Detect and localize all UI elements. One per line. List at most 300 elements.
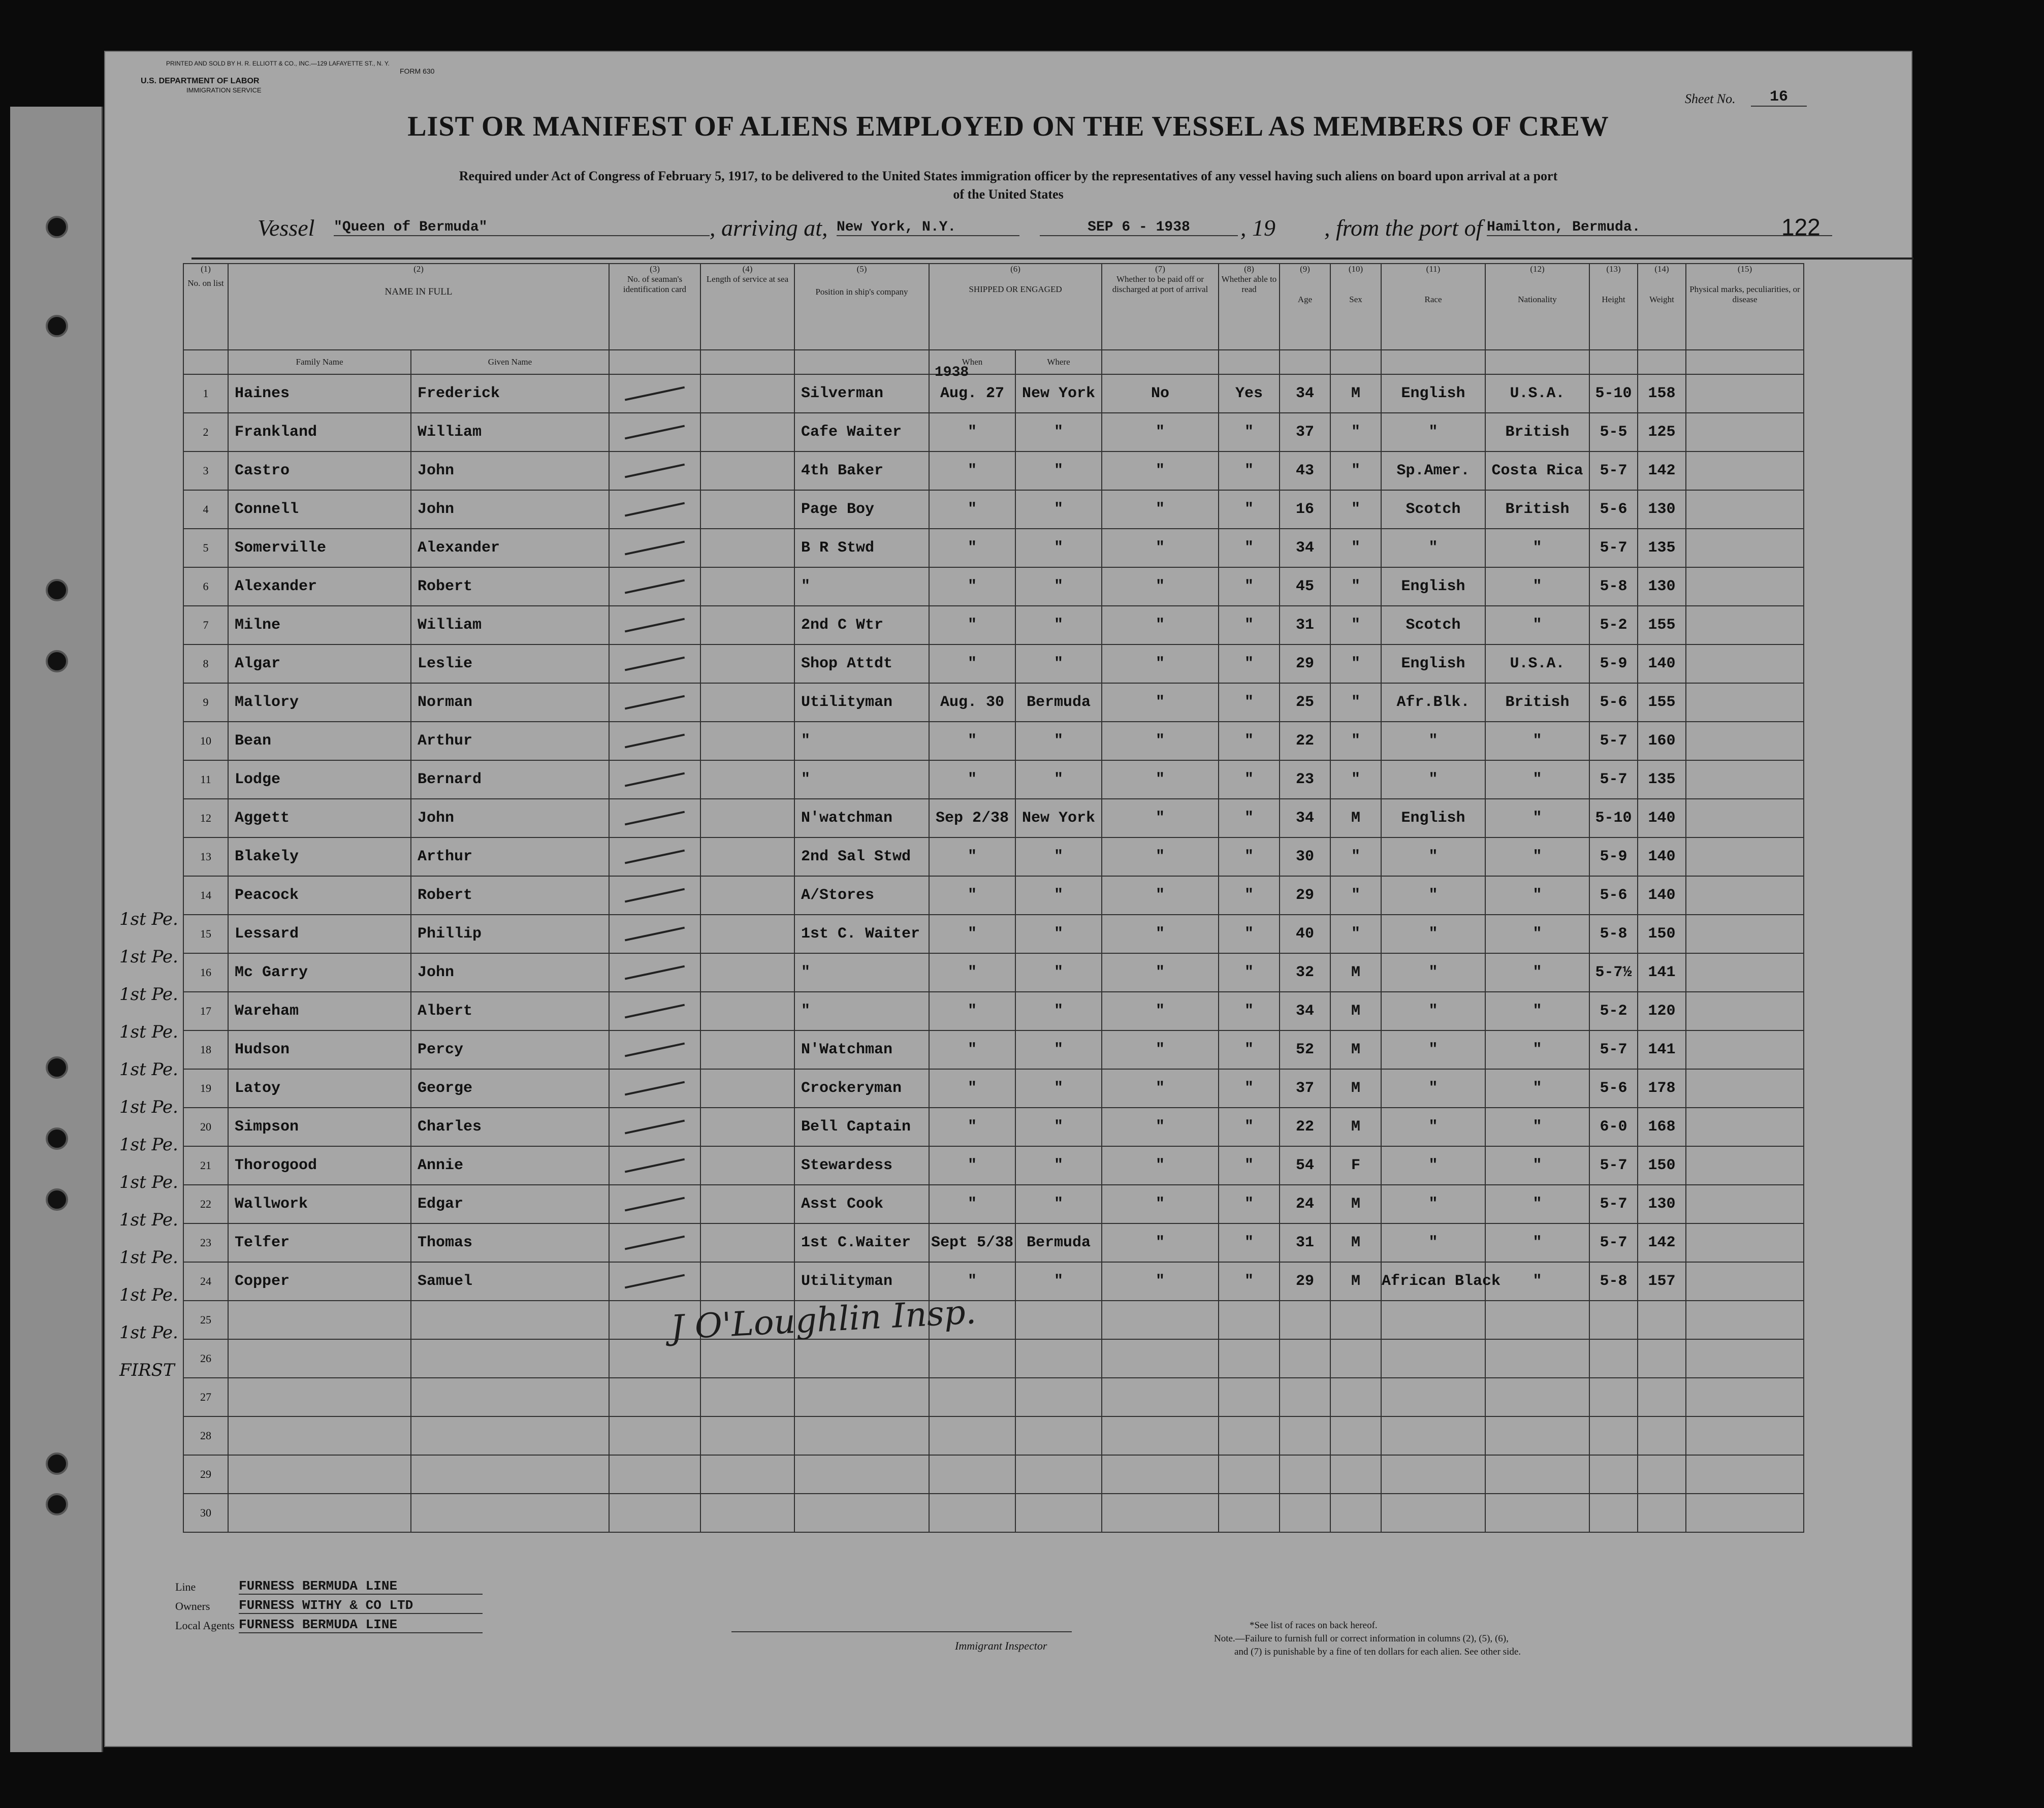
id-card-cell bbox=[609, 1185, 700, 1223]
service-cell bbox=[700, 1262, 794, 1301]
col-read-label: Whether able to read bbox=[1221, 274, 1277, 294]
age: 29 bbox=[1280, 876, 1330, 915]
col-age-label: Age bbox=[1297, 295, 1313, 304]
row-number: 23 bbox=[183, 1223, 228, 1262]
family-name: Castro bbox=[228, 451, 411, 490]
physical-marks bbox=[1686, 992, 1804, 1030]
id-card-cell bbox=[609, 953, 700, 992]
family-name: Lessard bbox=[228, 915, 411, 953]
nationality: British bbox=[1485, 413, 1589, 451]
sub-empty bbox=[794, 350, 929, 374]
shipped-where bbox=[1015, 1339, 1102, 1378]
id-card-cell bbox=[609, 876, 700, 915]
row-number: 15 bbox=[183, 915, 228, 953]
shipped-where: " bbox=[1015, 1030, 1102, 1069]
service-cell bbox=[700, 1069, 794, 1108]
sub-family-name: Family Name bbox=[228, 350, 411, 374]
sex: " bbox=[1330, 722, 1381, 760]
line-label: Line bbox=[175, 1580, 196, 1593]
age bbox=[1280, 1339, 1330, 1378]
sex: M bbox=[1330, 1108, 1381, 1146]
shipped-where: " bbox=[1015, 1146, 1102, 1185]
position: 1st C. Waiter bbox=[794, 915, 929, 953]
position: Cafe Waiter bbox=[794, 413, 929, 451]
physical-marks bbox=[1686, 1030, 1804, 1069]
row-number: 24 bbox=[183, 1262, 228, 1301]
position: " bbox=[794, 992, 929, 1030]
position: Crockeryman bbox=[794, 1069, 929, 1108]
id-card-cell bbox=[609, 606, 700, 644]
height: 5-7 bbox=[1589, 1030, 1638, 1069]
able-to-read: " bbox=[1219, 915, 1280, 953]
id-card-cell bbox=[609, 760, 700, 799]
sex: M bbox=[1330, 953, 1381, 992]
margin-note: 1st Pe. bbox=[119, 1247, 178, 1268]
weight bbox=[1638, 1455, 1686, 1494]
height: 5-6 bbox=[1589, 490, 1638, 529]
height: 5-8 bbox=[1589, 915, 1638, 953]
date-stamp: SEP 6 - 1938 bbox=[1040, 219, 1238, 236]
given-name bbox=[411, 1416, 609, 1455]
nationality: " bbox=[1485, 1108, 1589, 1146]
inspector-signature: J O'Loughlin Insp. bbox=[669, 1292, 977, 1347]
shipped-where: " bbox=[1015, 876, 1102, 915]
id-card-cell bbox=[609, 1455, 700, 1494]
given-name: Norman bbox=[411, 683, 609, 722]
height: 5-9 bbox=[1589, 644, 1638, 683]
sex: M bbox=[1330, 1069, 1381, 1108]
nationality: British bbox=[1485, 490, 1589, 529]
id-card-cell bbox=[609, 451, 700, 490]
nationality bbox=[1485, 1301, 1589, 1339]
nationality: " bbox=[1485, 567, 1589, 606]
from-port: Hamilton, Bermuda. bbox=[1487, 219, 1832, 236]
col-race-label: Race bbox=[1424, 295, 1442, 304]
sub-empty bbox=[609, 350, 700, 374]
col-name-header bbox=[228, 264, 609, 350]
table-row bbox=[183, 837, 1804, 876]
weight: 155 bbox=[1638, 683, 1686, 722]
id-card-check-mark bbox=[625, 386, 685, 401]
col-position-label: Position in ship's company bbox=[815, 287, 908, 297]
age: 40 bbox=[1280, 915, 1330, 953]
height: 5-7½ bbox=[1589, 953, 1638, 992]
header-rule bbox=[191, 257, 1913, 260]
row-number: 16 bbox=[183, 953, 228, 992]
sub-empty bbox=[1638, 350, 1686, 374]
page-number: 122 bbox=[1781, 214, 1821, 240]
height: 5-8 bbox=[1589, 1262, 1638, 1301]
col-weight-number: (14) bbox=[1654, 264, 1669, 274]
service-cell bbox=[700, 606, 794, 644]
age: 32 bbox=[1280, 953, 1330, 992]
id-card-cell bbox=[609, 683, 700, 722]
row-number: 3 bbox=[183, 451, 228, 490]
id-card-check-mark bbox=[625, 1197, 685, 1212]
able-to-read: " bbox=[1219, 992, 1280, 1030]
nationality bbox=[1485, 1494, 1589, 1532]
service-cell bbox=[700, 374, 794, 413]
service-cell bbox=[700, 953, 794, 992]
race bbox=[1381, 1416, 1485, 1455]
table-row bbox=[183, 683, 1804, 722]
given-name: Annie bbox=[411, 1146, 609, 1185]
shipped-when: Sept 5/38 bbox=[929, 1223, 1015, 1262]
id-card-cell bbox=[609, 567, 700, 606]
position: Shop Attdt bbox=[794, 644, 929, 683]
height bbox=[1589, 1378, 1638, 1416]
row-number: 13 bbox=[183, 837, 228, 876]
col-race-number: (11) bbox=[1426, 264, 1441, 274]
binder-hole bbox=[46, 1127, 68, 1150]
weight: 158 bbox=[1638, 374, 1686, 413]
race: English bbox=[1381, 374, 1485, 413]
position: 2nd C Wtr bbox=[794, 606, 929, 644]
shipped-when: " bbox=[929, 451, 1015, 490]
table-row bbox=[183, 606, 1804, 644]
weight: 120 bbox=[1638, 992, 1686, 1030]
physical-marks bbox=[1686, 1301, 1804, 1339]
id-card-check-mark bbox=[625, 1236, 685, 1250]
vessel-name: "Queen of Bermuda" bbox=[334, 219, 710, 236]
family-name: Mc Garry bbox=[228, 953, 411, 992]
id-card-cell bbox=[609, 915, 700, 953]
col-shipped-number: (6) bbox=[1010, 264, 1020, 274]
col-sex-number: (10) bbox=[1348, 264, 1363, 274]
age: 22 bbox=[1280, 722, 1330, 760]
position bbox=[794, 1494, 929, 1532]
table-row bbox=[183, 1339, 1804, 1378]
family-name: Blakely bbox=[228, 837, 411, 876]
position: Utilityman bbox=[794, 683, 929, 722]
race bbox=[1381, 1378, 1485, 1416]
shipped-when: " bbox=[929, 876, 1015, 915]
table-row bbox=[183, 1069, 1804, 1108]
age: 37 bbox=[1280, 1069, 1330, 1108]
paid-off: " bbox=[1102, 1108, 1219, 1146]
id-card-check-mark bbox=[625, 1004, 685, 1019]
nationality: " bbox=[1485, 1030, 1589, 1069]
table-row bbox=[183, 1146, 1804, 1185]
id-card-check-mark bbox=[625, 772, 685, 787]
id-card-check-mark bbox=[625, 1081, 685, 1096]
id-card-check-mark bbox=[625, 888, 685, 903]
shipped-when bbox=[929, 1416, 1015, 1455]
nationality: U.S.A. bbox=[1485, 644, 1589, 683]
sex: " bbox=[1330, 760, 1381, 799]
position: Stewardess bbox=[794, 1146, 929, 1185]
id-card-cell bbox=[609, 1030, 700, 1069]
age: 52 bbox=[1280, 1030, 1330, 1069]
age bbox=[1280, 1494, 1330, 1532]
race: " bbox=[1381, 1108, 1485, 1146]
position: " bbox=[794, 722, 929, 760]
margin-note: 1st Pe. bbox=[119, 1285, 178, 1305]
race: " bbox=[1381, 413, 1485, 451]
margin-note: 1st Pe. bbox=[119, 1135, 178, 1155]
able-to-read bbox=[1219, 1416, 1280, 1455]
nationality: " bbox=[1485, 606, 1589, 644]
age: 22 bbox=[1280, 1108, 1330, 1146]
service-cell bbox=[700, 1030, 794, 1069]
id-card-check-mark bbox=[625, 541, 685, 556]
shipped-where: " bbox=[1015, 837, 1102, 876]
paid-off: " bbox=[1102, 799, 1219, 837]
shipped-when: " bbox=[929, 606, 1015, 644]
col-sex-label: Sex bbox=[1349, 295, 1362, 304]
sheet-number: 16 bbox=[1751, 88, 1807, 107]
sex bbox=[1330, 1301, 1381, 1339]
service-cell bbox=[700, 915, 794, 953]
margin-note: 1st Pe. bbox=[119, 1172, 178, 1192]
race: " bbox=[1381, 1223, 1485, 1262]
weight: 130 bbox=[1638, 567, 1686, 606]
physical-marks bbox=[1686, 837, 1804, 876]
age: 34 bbox=[1280, 992, 1330, 1030]
service-cell bbox=[700, 451, 794, 490]
height: 5-7 bbox=[1589, 1223, 1638, 1262]
col-shipped-header bbox=[929, 264, 1102, 350]
shipped-where: New York bbox=[1015, 374, 1102, 413]
shipped-when: " bbox=[929, 413, 1015, 451]
position bbox=[794, 1339, 929, 1378]
margin-note: 1st Pe. bbox=[119, 1059, 178, 1080]
shipped-where: " bbox=[1015, 722, 1102, 760]
shipped-when: " bbox=[929, 644, 1015, 683]
able-to-read: " bbox=[1219, 722, 1280, 760]
able-to-read: " bbox=[1219, 490, 1280, 529]
col-paid-header bbox=[1102, 264, 1219, 350]
position: " bbox=[794, 760, 929, 799]
id-card-check-mark bbox=[625, 425, 685, 440]
weight: 155 bbox=[1638, 606, 1686, 644]
shipped-when: " bbox=[929, 1108, 1015, 1146]
paid-off: " bbox=[1102, 1223, 1219, 1262]
service-cell bbox=[700, 837, 794, 876]
race bbox=[1381, 1339, 1485, 1378]
row-number: 30 bbox=[183, 1494, 228, 1532]
height bbox=[1589, 1494, 1638, 1532]
age: 24 bbox=[1280, 1185, 1330, 1223]
age: 16 bbox=[1280, 490, 1330, 529]
nationality: " bbox=[1485, 992, 1589, 1030]
sex: " bbox=[1330, 683, 1381, 722]
table-row bbox=[183, 953, 1804, 992]
service-cell bbox=[700, 992, 794, 1030]
position: Asst Cook bbox=[794, 1185, 929, 1223]
year-label: , 19 bbox=[1240, 215, 1275, 241]
age: 29 bbox=[1280, 1262, 1330, 1301]
row-number: 8 bbox=[183, 644, 228, 683]
weight: 157 bbox=[1638, 1262, 1686, 1301]
margin-note: 1st Pe. bbox=[119, 984, 178, 1005]
nationality bbox=[1485, 1455, 1589, 1494]
age: 30 bbox=[1280, 837, 1330, 876]
owners-label: Owners bbox=[175, 1600, 210, 1612]
service-cell bbox=[700, 529, 794, 567]
col-height-header bbox=[1589, 264, 1638, 350]
physical-marks bbox=[1686, 374, 1804, 413]
nationality bbox=[1485, 1378, 1589, 1416]
weight: 130 bbox=[1638, 1185, 1686, 1223]
service-cell bbox=[700, 1416, 794, 1455]
race: " bbox=[1381, 915, 1485, 953]
sheet-label: Sheet No. bbox=[1685, 91, 1736, 106]
able-to-read: " bbox=[1219, 1223, 1280, 1262]
service-cell bbox=[700, 1223, 794, 1262]
paid-off bbox=[1102, 1378, 1219, 1416]
id-card-cell bbox=[609, 722, 700, 760]
physical-marks bbox=[1686, 1185, 1804, 1223]
paid-off: " bbox=[1102, 837, 1219, 876]
service-cell bbox=[700, 567, 794, 606]
weight: 168 bbox=[1638, 1108, 1686, 1146]
nationality: " bbox=[1485, 1223, 1589, 1262]
weight: 141 bbox=[1638, 1030, 1686, 1069]
race bbox=[1381, 1301, 1485, 1339]
able-to-read: " bbox=[1219, 876, 1280, 915]
able-to-read bbox=[1219, 1378, 1280, 1416]
shipped-when: " bbox=[929, 1146, 1015, 1185]
shipped-where: " bbox=[1015, 1185, 1102, 1223]
paid-off: " bbox=[1102, 760, 1219, 799]
weight: 140 bbox=[1638, 644, 1686, 683]
service-label: IMMIGRATION SERVICE bbox=[186, 86, 262, 94]
given-name: Phillip bbox=[411, 915, 609, 953]
weight: 140 bbox=[1638, 799, 1686, 837]
col-position-header bbox=[794, 264, 929, 350]
paid-off: " bbox=[1102, 1030, 1219, 1069]
weight bbox=[1638, 1416, 1686, 1455]
physical-marks bbox=[1686, 1223, 1804, 1262]
physical-marks bbox=[1686, 606, 1804, 644]
weight: 140 bbox=[1638, 837, 1686, 876]
crew-rows bbox=[183, 374, 1804, 1532]
table-row bbox=[183, 1494, 1804, 1532]
given-name bbox=[411, 1455, 609, 1494]
table-row bbox=[183, 567, 1804, 606]
table-row bbox=[183, 1108, 1804, 1146]
col-nationality-label: Nationality bbox=[1518, 295, 1557, 304]
position: Page Boy bbox=[794, 490, 929, 529]
binder-hole bbox=[46, 315, 68, 337]
shipped-where: " bbox=[1015, 529, 1102, 567]
printer-line: PRINTED AND SOLD BY H. R. ELLIOTT & CO., INC.—129 LAFAYETTE ST., N. Y. bbox=[166, 60, 390, 67]
family-name: Haines bbox=[228, 374, 411, 413]
height bbox=[1589, 1301, 1638, 1339]
height: 5-7 bbox=[1589, 1146, 1638, 1185]
physical-marks bbox=[1686, 722, 1804, 760]
weight bbox=[1638, 1378, 1686, 1416]
physical-marks bbox=[1686, 683, 1804, 722]
able-to-read: " bbox=[1219, 644, 1280, 683]
id-card-check-mark bbox=[625, 1274, 685, 1289]
weight: 135 bbox=[1638, 760, 1686, 799]
fine-note-1: Note.—Failure to furnish full or correct information in columns (2), (5), (6), bbox=[1214, 1633, 1509, 1644]
weight: 160 bbox=[1638, 722, 1686, 760]
col-service-header bbox=[700, 264, 794, 350]
physical-marks bbox=[1686, 915, 1804, 953]
id-card-check-mark bbox=[625, 927, 685, 942]
family-name: Thorogood bbox=[228, 1146, 411, 1185]
paid-off: " bbox=[1102, 953, 1219, 992]
shipped-when: " bbox=[929, 915, 1015, 953]
table-row bbox=[183, 915, 1804, 953]
col-age-header bbox=[1280, 264, 1330, 350]
given-name bbox=[411, 1301, 609, 1339]
nationality: " bbox=[1485, 915, 1589, 953]
race: " bbox=[1381, 1185, 1485, 1223]
form-title: LIST OR MANIFEST OF ALIENS EMPLOYED ON THE VESSEL AS MEMBERS OF CREW bbox=[407, 111, 1609, 142]
age: 43 bbox=[1280, 451, 1330, 490]
physical-marks bbox=[1686, 1494, 1804, 1532]
height: 5-10 bbox=[1589, 374, 1638, 413]
age: 29 bbox=[1280, 644, 1330, 683]
physical-marks bbox=[1686, 567, 1804, 606]
family-name: Lodge bbox=[228, 760, 411, 799]
family-name: Aggett bbox=[228, 799, 411, 837]
age bbox=[1280, 1455, 1330, 1494]
height: 5-2 bbox=[1589, 992, 1638, 1030]
col-sex-header bbox=[1330, 264, 1381, 350]
row-number: 4 bbox=[183, 490, 228, 529]
row-number: 1 bbox=[183, 374, 228, 413]
form-subtitle-2: of the United States bbox=[953, 187, 1064, 202]
able-to-read: " bbox=[1219, 1262, 1280, 1301]
given-name: William bbox=[411, 606, 609, 644]
sex: " bbox=[1330, 490, 1381, 529]
height: 5-9 bbox=[1589, 837, 1638, 876]
id-card-check-mark bbox=[625, 695, 685, 710]
id-card-cell bbox=[609, 490, 700, 529]
physical-marks bbox=[1686, 1069, 1804, 1108]
service-cell bbox=[700, 1494, 794, 1532]
able-to-read: " bbox=[1219, 1030, 1280, 1069]
able-to-read: " bbox=[1219, 529, 1280, 567]
id-card-cell bbox=[609, 374, 700, 413]
family-name: Bean bbox=[228, 722, 411, 760]
sex: M bbox=[1330, 1030, 1381, 1069]
weight: 135 bbox=[1638, 529, 1686, 567]
shipped-where: " bbox=[1015, 1108, 1102, 1146]
table-row bbox=[183, 644, 1804, 683]
id-card-cell bbox=[609, 644, 700, 683]
sex bbox=[1330, 1455, 1381, 1494]
table-row bbox=[183, 876, 1804, 915]
race: Scotch bbox=[1381, 490, 1485, 529]
shipped-when: " bbox=[929, 837, 1015, 876]
table-row bbox=[183, 1378, 1804, 1416]
family-name: Hudson bbox=[228, 1030, 411, 1069]
nationality: " bbox=[1485, 722, 1589, 760]
able-to-read bbox=[1219, 1455, 1280, 1494]
id-card-cell bbox=[609, 1108, 700, 1146]
id-card-cell bbox=[609, 1262, 700, 1301]
binder-hole bbox=[46, 1188, 68, 1211]
weight: 130 bbox=[1638, 490, 1686, 529]
form-subtitle-1: Required under Act of Congress of February 5, 1917, to be delivered to the United States immigration officer by the representatives of any vessel having such aliens on board upon arrival at a port bbox=[459, 169, 1558, 183]
sex: M bbox=[1330, 1185, 1381, 1223]
position: 1st C.Waiter bbox=[794, 1223, 929, 1262]
shipped-where: " bbox=[1015, 644, 1102, 683]
race bbox=[1381, 1494, 1485, 1532]
physical-marks bbox=[1686, 953, 1804, 992]
table-row bbox=[183, 451, 1804, 490]
table-row bbox=[183, 799, 1804, 837]
race: African Black bbox=[1381, 1262, 1485, 1301]
id-card-check-mark bbox=[625, 502, 685, 517]
col-age-number: (9) bbox=[1300, 264, 1310, 274]
